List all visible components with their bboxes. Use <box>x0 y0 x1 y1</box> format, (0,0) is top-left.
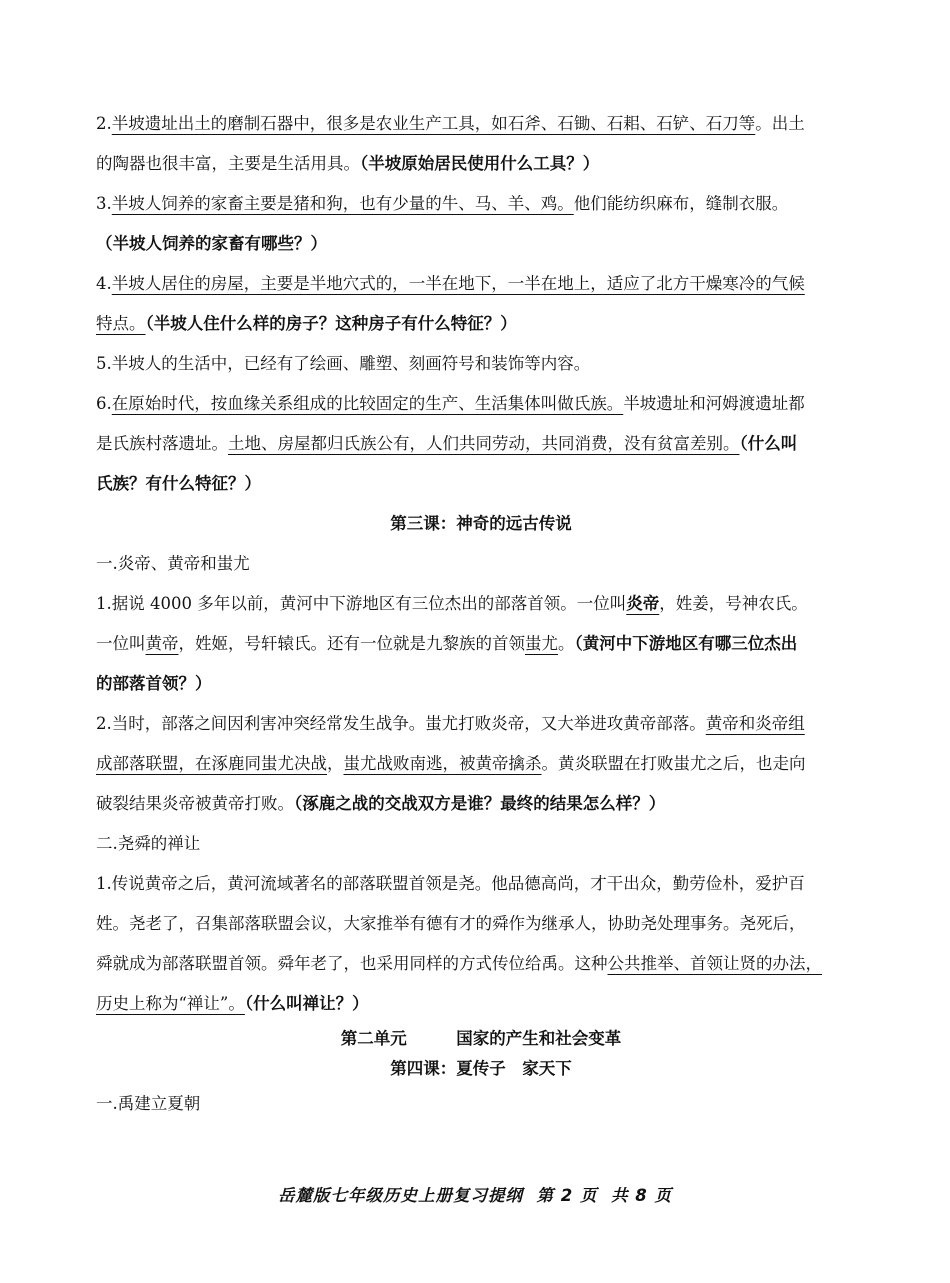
text-line <box>96 104 866 144</box>
subsection-heading: 一.禹建立夏朝 <box>96 1094 201 1113</box>
body-text: 。 <box>558 634 575 653</box>
key-point-text: 黄帝和炎帝组 <box>705 714 805 733</box>
review-question: （什么叫禅让？） <box>244 994 369 1013</box>
subsection-heading: 二.尧舜的禅让 <box>96 834 201 853</box>
paragraph-s2-1 <box>96 864 866 1024</box>
text-line <box>96 384 866 424</box>
paragraph-5: 5.半坡人的生活中，已经有了绘画、雕塑、刻画符号和装饰等内容。 <box>96 354 591 373</box>
review-question: （黄河中下游地区有哪三位杰出 <box>574 634 798 653</box>
text-line <box>96 584 866 624</box>
body-text: 。黄炎联盟在打败蚩尤之后，也走向 <box>541 754 806 773</box>
text-line <box>96 944 866 984</box>
text-line <box>96 424 866 464</box>
body-text: 半坡遗址和河姆渡遗址都 <box>623 394 805 413</box>
text-line: 1.传说黄帝之后，黄河流域著名的部落联盟首领是尧。他品德高尚，才干出众，勤劳俭朴，爱护百 <box>96 874 805 893</box>
body-text: 一位叫 <box>96 634 146 653</box>
review-question: （半坡原始居民使用什么工具？） <box>360 154 600 173</box>
body-text: 2.当时，部落之间因利害冲突经常发生战争。蚩尤打败炎帝，又大举进攻黄帝部落。 <box>96 714 706 733</box>
key-name: 黄帝 <box>145 634 179 653</box>
key-point-text: 土地、房屋都归氏族公有，人们共同劳动，共同消费，没有贫富差别。 <box>228 434 740 453</box>
text-line <box>96 744 866 784</box>
text-line <box>96 184 866 224</box>
body-text: 是氏族村落遗址。 <box>96 434 228 453</box>
text-line <box>96 784 866 824</box>
review-question: （什么叫 <box>739 434 798 453</box>
key-point-text: 历史上称为“禅让”。 <box>96 994 245 1013</box>
key-point-text: 蚩尤战败南逃，被黄帝擒杀 <box>343 754 542 773</box>
paragraph-3 <box>96 184 866 264</box>
text-line <box>96 264 866 304</box>
lesson-3-title: 第三课：神奇的远古传说 <box>390 514 572 533</box>
review-question: 的部落首领？） <box>96 674 212 693</box>
paragraph-s1-2 <box>96 704 866 824</box>
paragraph-2 <box>96 104 866 184</box>
body-text: ，姓姜，号神农氏。 <box>659 594 808 613</box>
subsection-heading: 一.炎帝、黄帝和蚩尤 <box>96 554 250 573</box>
key-point-text: 半坡遗址出土的磨制石器中，很多是农业生产工具，如石斧、石锄、石耜、石铲、石刀等 <box>111 114 756 133</box>
text-line <box>96 704 866 744</box>
review-question: （半坡人饲养的家畜有哪些？） <box>96 234 327 253</box>
text-line <box>96 304 866 344</box>
text-line <box>96 224 866 264</box>
body-text: 他们能纺织麻布，缝制衣服。 <box>573 194 789 213</box>
paragraph-6 <box>96 384 866 504</box>
body-text: 1.据说 4000 多年以前，黄河中下游地区有三位杰出的部落首领。一位叫 <box>96 594 627 613</box>
body-text: 的陶器也很丰富，主要是生活用具。 <box>96 154 360 173</box>
text-line <box>96 624 866 664</box>
unit-2-title: 第二单元 国家的产生和社会变革 <box>340 1029 622 1048</box>
page-footer: 岳麓版七年级历史上册复习提纲 第 2 页 共 8 页 <box>278 1186 672 1205</box>
paragraph-s1-1 <box>96 584 866 704</box>
text-line <box>96 984 866 1024</box>
review-question: （涿鹿之战的交战双方是谁？最终的结果怎么样？） <box>294 794 666 813</box>
key-point-text: 在原始时代，按血缘关系组成的比较固定的生产、生活集体叫做氏族。 <box>111 394 624 413</box>
body-text: ， <box>327 754 344 773</box>
body-text: 舜就成为部落联盟首领。舜年老了，也采用同样的方式传位给禹。这种 <box>96 954 608 973</box>
review-question: （半坡人住什么样的房子？这种房子有什么特征？） <box>145 314 517 333</box>
key-point-text: 半坡人饲养的家畜主要是猪和狗，也有少量的牛、马、羊、鸡。 <box>111 194 574 213</box>
text-line <box>96 144 866 184</box>
item-number: 4. <box>96 274 112 293</box>
text-line: 姓。尧老了，召集部落联盟会议，大家推举有德有才的舜作为继承人，协助尧处理事务。尧死后， <box>96 914 806 933</box>
key-point-text: 特点。 <box>96 314 146 333</box>
review-question: 氏族？有什么特征？） <box>96 474 261 493</box>
key-name: 蚩尤 <box>525 634 558 653</box>
item-number: 3. <box>96 194 112 213</box>
lesson-4-title: 第四课：夏传子 家天下 <box>390 1059 572 1078</box>
paragraph-4 <box>96 264 866 344</box>
body-text: ，姓姬，号轩辕氏。还有一位就是九黎族的首领 <box>178 634 525 653</box>
key-point-text: 公共推举、首领让贤的办法， <box>607 954 822 973</box>
item-number: 2. <box>96 114 112 133</box>
body-text: 破裂结果炎帝被黄帝打败。 <box>96 794 294 813</box>
key-point-text: 成部落联盟，在涿鹿同蚩尤决战 <box>96 754 327 773</box>
key-point-text: 半坡人居住的房屋，主要是半地穴式的，一半在地下，一半在地上，适应了北方干燥寒冷的气候 <box>111 274 805 293</box>
page-content <box>96 104 866 1124</box>
body-text: 。出土 <box>755 114 805 133</box>
item-number: 6. <box>96 394 112 413</box>
key-name: 炎帝 <box>626 594 660 613</box>
